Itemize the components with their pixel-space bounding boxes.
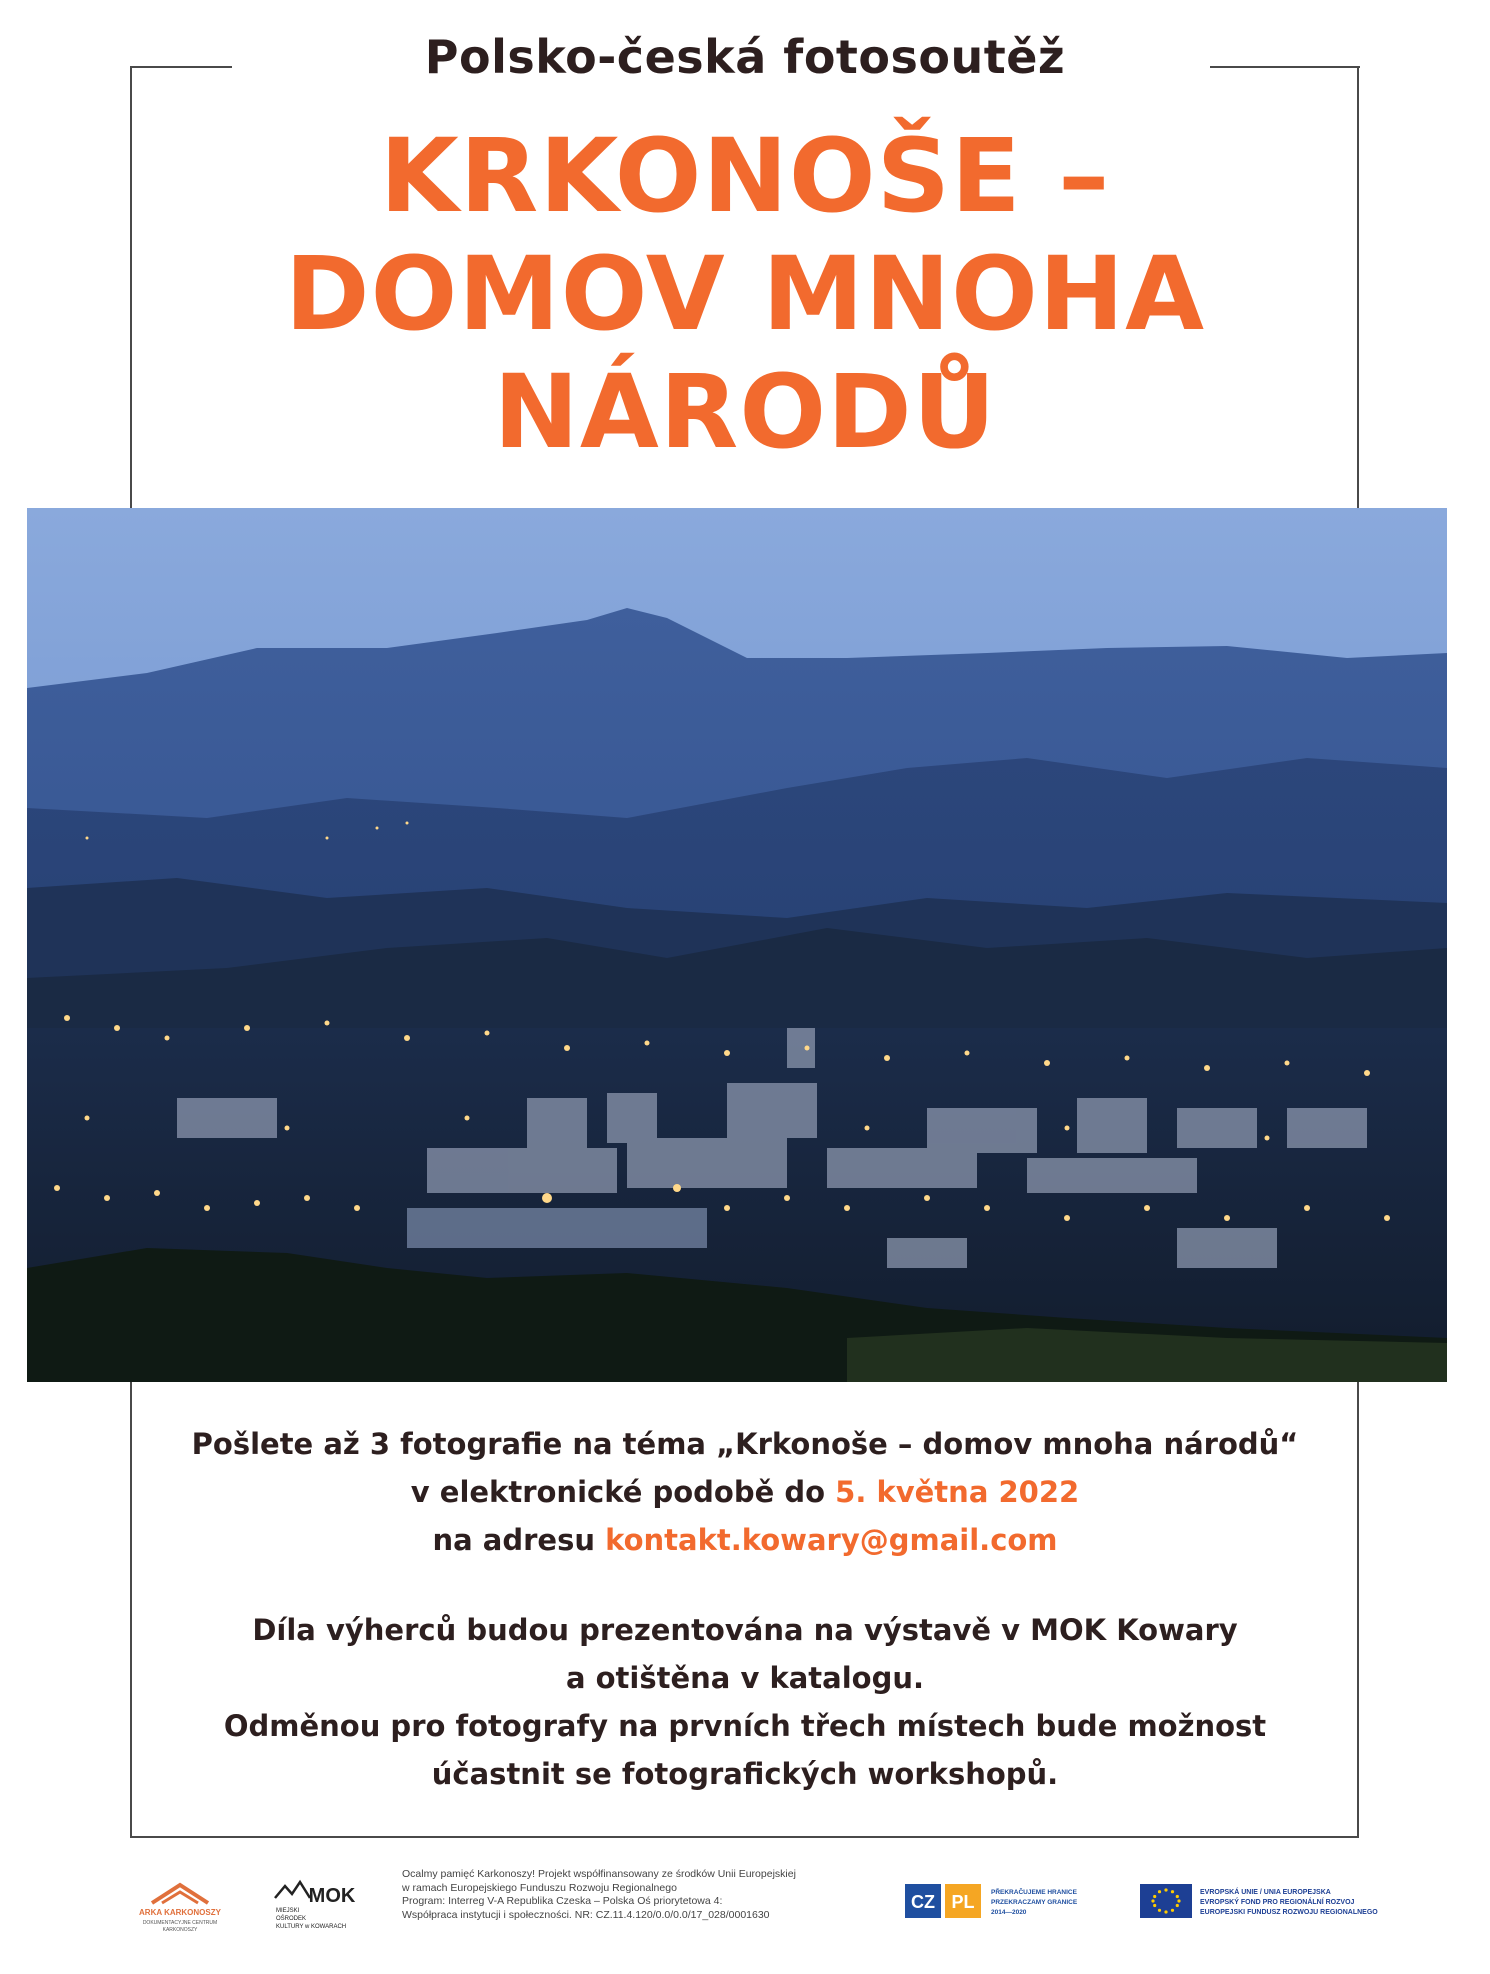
landscape-photo (27, 508, 1447, 1382)
prize-line-4: účastnit se fotografických workshopů. (431, 1757, 1059, 1791)
czpl-line-2: PRZEKRACZAMY GRANICE (991, 1899, 1078, 1906)
body-line-3-prefix: na adresu (432, 1523, 606, 1557)
prize-line-2: a otištěna v katalogu. (565, 1661, 925, 1695)
logo2-sub2: OŚRODEK (276, 1916, 307, 1922)
funding-line-4: Współpraca instytucji i społeczności. NR: CZ.11.4.120/0.0/0.0/17_028/0001630 (402, 1908, 770, 1921)
mok-kowary-logo (270, 1872, 370, 1936)
logo1-sub1: DOKUMENTACYJNE CENTRUM (142, 1920, 218, 1926)
funding-line-3: Program: Interreg V-A Republika Czeska – Polska Oś priorytetowa 4: (402, 1895, 723, 1907)
frame-bottom (130, 1836, 1359, 1838)
body-line-1: Pošlete až 3 fotografie na téma „Krkonoše – domov mnoha národů“ (191, 1427, 1299, 1461)
contact-email-link[interactable]: kontakt.kowary@gmail.com (605, 1523, 1058, 1557)
funding-line-1: Ocalmy pamięć Karkonoszy! Projekt współfinansowany ze środków Unii Europejskiej (402, 1868, 796, 1880)
title-line-3: NÁRODŮ (493, 353, 997, 472)
body-line-2 (0, 1468, 1490, 1516)
funding-text (402, 1868, 882, 1922)
title-line-2: DOMOV MNOHA (284, 235, 1206, 354)
czpl-mark-pl: PL (951, 1892, 975, 1912)
czpl-line-1: PŘEKRAČUJEME HRANICE (991, 1889, 1077, 1896)
deadline-date: 5. května 2022 (835, 1475, 1080, 1509)
eu-line-2: EVROPSKÝ FOND PRO REGIONÁLNÍ ROZVOJ (1200, 1899, 1355, 1906)
funding-line-2: w ramach Europejskiego Funduszu Rozwoju Regionalnego (402, 1881, 677, 1894)
eu-line-1: EVROPSKÁ UNIE / UNIA EUROPEJSKA (1200, 1889, 1331, 1896)
logo2-sub3: KULTURY w KOWARACH (276, 1924, 347, 1930)
eu-flag-logo (1140, 1882, 1390, 1922)
body-line-3 (0, 1516, 1490, 1564)
mall-roof (407, 1208, 707, 1248)
prize-line-1: Díla výherců budou prezentována na výstavě v MOK Kowary (252, 1613, 1238, 1647)
czpl-mark-cz: CZ (911, 1892, 935, 1912)
poster-title (0, 118, 1490, 472)
logo1-sub2: KARKONOSZY (162, 1927, 198, 1933)
logo1-name: ARKA KARKONOSZY (139, 1908, 221, 1917)
interreg-czpl-logo (905, 1882, 1095, 1922)
prize-info (0, 1606, 1490, 1798)
eu-line-3: EUROPEJSKI FUNDUSZ ROZWOJU REGIONALNEGO (1200, 1909, 1378, 1916)
czpl-line-3: 2014—2020 (991, 1909, 1027, 1916)
prize-line-3: Odměnou pro fotografy na prvních třech místech bude možnost (223, 1709, 1267, 1743)
poster-subtitle: Polsko-česká fotosoutěž (424, 30, 1066, 84)
logo2-mark: MOK (308, 1885, 356, 1907)
logo2-sub1: MIEJSKI (276, 1908, 300, 1914)
footer (0, 1860, 1490, 1960)
submission-info (0, 1420, 1490, 1564)
arka-karkonoszy-logo (130, 1875, 230, 1935)
body-line-2-prefix: v elektronické podobě do (410, 1475, 836, 1509)
title-line-1: KRKONOŠE – (379, 117, 1111, 236)
